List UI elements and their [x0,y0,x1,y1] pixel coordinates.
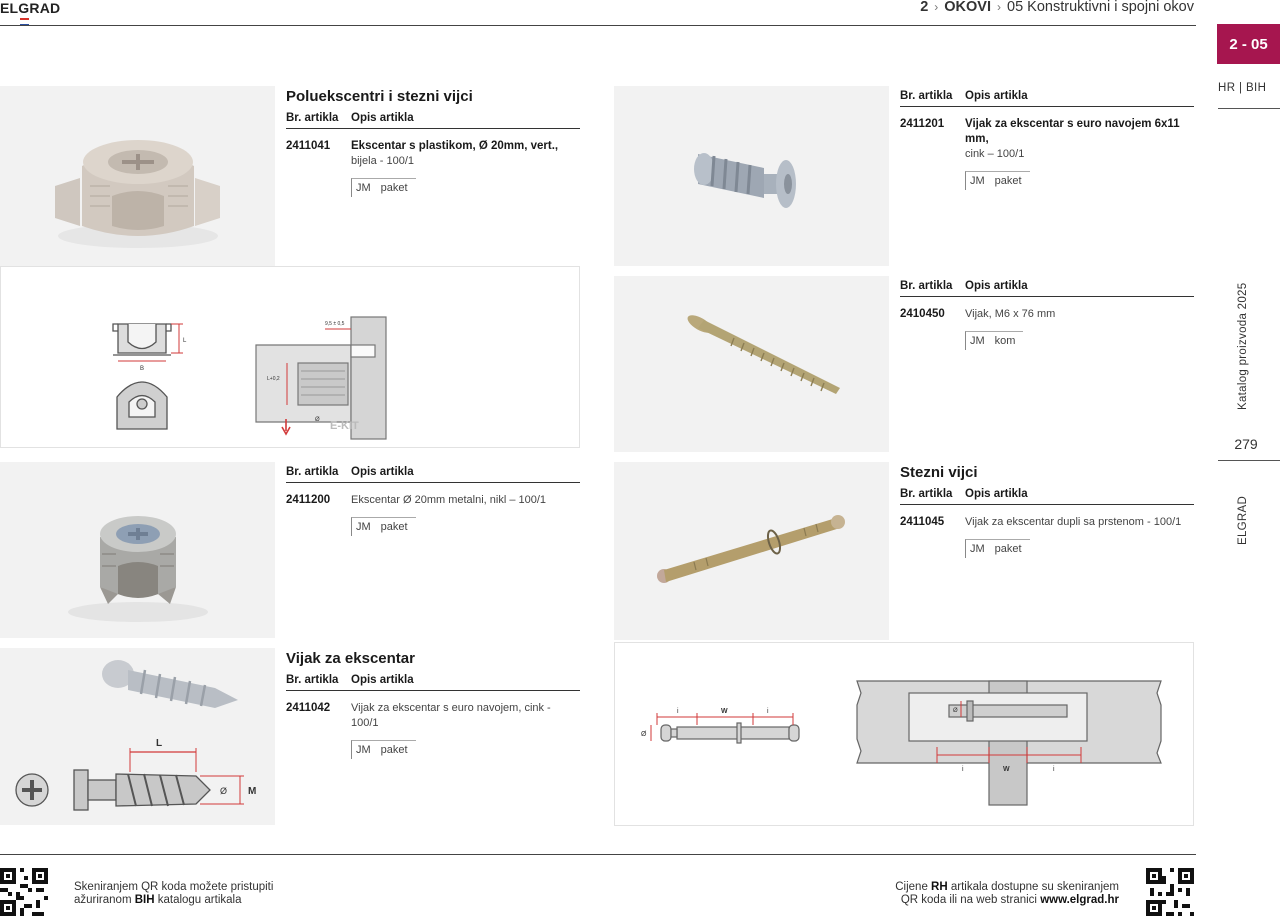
dimension-label: B [140,366,145,372]
language-label: HR | BIH [1218,82,1267,94]
sidebar-divider [1218,108,1280,109]
drawing-brand: E-KIT [330,420,359,432]
chevron-right-icon: › [934,0,939,14]
column-description: Opis artikla [351,466,414,478]
section-title: Stezni vijci [900,464,978,481]
sidebar-brand: ELGRAD [1237,495,1249,545]
table-row [900,117,1194,162]
dimension-label: 9,5 ± 0,5 [325,321,345,327]
footer-text-part: QR koda ili na web stranici [900,894,1041,906]
unit-value: paket [994,543,1022,555]
dimension-label: i [962,766,964,773]
description-line: Vijak za ekscentar s euro navojem 6x11 mm, [965,118,1180,145]
table-header [900,488,1194,505]
column-code: Br. artikla [900,488,953,500]
dimension-label: M [248,786,257,797]
dimension-label: Ø [953,708,958,714]
section-title: Poluekscentri i stezni vijci [286,88,473,105]
article-description: Vijak za ekscentar s euro navojem, cink - 100/1 [351,702,551,729]
article-code: 2410450 [900,308,945,320]
table-header [286,112,580,129]
dimension-label: W [1003,766,1010,773]
article-description [351,139,558,169]
product-image-euro-screw [0,648,275,825]
product-image-long-screw [614,276,889,452]
product-image-short-screw [614,86,889,266]
article-code: 2411041 [286,140,331,152]
footer-left-note [74,881,273,907]
article-description [965,117,1194,162]
footer-divider [0,854,1196,855]
unit-value: kom [994,335,1016,347]
article-code: 2411200 [286,494,331,506]
footer-text-part: ažuriranom [74,894,135,906]
footer-text: Skeniranjem QR koda možete pristupiti [74,881,274,893]
table-header [286,674,580,691]
table-row [286,493,580,508]
article-code: 2411042 [286,702,331,714]
dimension-label: Ø [315,417,320,423]
unit-box [351,740,416,759]
breadcrumb-chapter[interactable]: 2 [920,0,929,15]
table-header [900,280,1194,297]
unit-value: paket [380,182,408,194]
unit-value: paket [380,521,408,533]
breadcrumb [920,0,1194,15]
product-image-plastic-eccentric [0,86,275,266]
product-block-2411045 [900,464,1194,558]
description-line: Ekscentar s plastikom, Ø 20mm, vert., [351,140,559,152]
unit-box [351,517,416,536]
column-code: Br. artikla [286,674,339,686]
section-title: Vijak za ekscentar [286,650,415,667]
footer-text-bold: BIH [134,894,155,906]
table-header [900,90,1194,107]
unit-box [965,539,1030,558]
unit-label: JM [970,543,985,555]
table-row [900,307,1194,322]
unit-label: JM [356,744,371,756]
technical-drawing-eccentric [0,266,580,448]
table-row [286,701,580,731]
product-block-2411200 [286,466,580,536]
description-line: bijela - 100/1 [351,155,414,167]
unit-box [351,178,416,197]
technical-drawing-double-screw [614,642,1194,826]
chapter-tab[interactable]: 2 - 05 [1217,24,1280,64]
product-image-double-screw [614,462,889,640]
unit-box [965,171,1030,190]
footer-right-note [895,881,1119,907]
article-description: Ekscentar Ø 20mm metalni, nikl – 100/1 [351,494,547,506]
flag-icon [20,18,29,25]
product-image-metal-eccentric [0,462,275,638]
table-row [286,139,580,169]
breadcrumb-subsection-label[interactable]: Konstruktivni i spojni okov [1027,0,1194,15]
column-description: Opis artikla [351,112,414,124]
dimension-label: L+0,2 [267,376,280,382]
qr-code-bih[interactable] [0,868,48,916]
unit-label: JM [970,175,985,187]
description-line: cink – 100/1 [965,148,1025,160]
table-row [900,515,1194,530]
column-description: Opis artikla [965,488,1028,500]
page-number: 279 [1234,436,1258,452]
column-code: Br. artikla [286,112,339,124]
unit-box [965,331,1023,350]
product-block-2411042 [286,650,580,759]
article-description: Vijak, M6 x 76 mm [965,308,1056,320]
unit-value: paket [994,175,1022,187]
column-description: Opis artikla [351,674,414,686]
footer-text-part: Cijene [895,881,932,893]
column-description: Opis artikla [965,280,1028,292]
brand-logo: ELGRAD [0,0,61,16]
dimension-label: L [156,738,163,749]
product-block-2410450 [900,280,1194,350]
dimension-label: i [767,708,769,715]
dimension-label: i [1053,766,1055,773]
unit-label: JM [356,521,371,533]
catalog-label: Katalog proizvoda 2025 [1237,282,1249,410]
breadcrumb-section[interactable]: OKOVI [944,0,991,15]
dimension-label: L [183,338,187,344]
breadcrumb-subsection-num[interactable]: 05 [1007,0,1024,15]
footer-text-bold: RH [931,881,948,893]
unit-value: paket [380,744,408,756]
article-description: Vijak za ekscentar dupli sa prstenom - 100/1 [965,516,1182,528]
dimension-label: Ø [220,786,228,796]
column-code: Br. artikla [900,90,953,102]
qr-code-rh[interactable] [1146,868,1194,916]
column-code: Br. artikla [900,280,953,292]
chevron-right-icon: › [997,0,1001,14]
dimension-label: Ø [641,731,647,738]
footer-text-part: artikala dostupne su skeniranjem [947,881,1119,893]
product-block-2411201 [900,90,1194,190]
dimension-label: i [677,708,679,715]
footer-text [895,894,1119,907]
dimension-label: W [721,708,728,715]
sidebar-divider [1218,460,1280,461]
article-code: 2411045 [900,516,945,528]
column-description: Opis artikla [965,90,1028,102]
website-link[interactable]: www.elgrad.hr [1040,894,1119,906]
column-code: Br. artikla [286,466,339,478]
article-code: 2411201 [900,118,945,130]
footer-text-part: katalogu artikala [154,894,242,906]
table-header [286,466,580,483]
unit-label: JM [356,182,371,194]
product-block-2411041 [286,88,580,197]
footer-text [895,881,1119,894]
unit-label: JM [970,335,985,347]
footer-text [74,894,273,907]
header-divider [0,25,1196,26]
